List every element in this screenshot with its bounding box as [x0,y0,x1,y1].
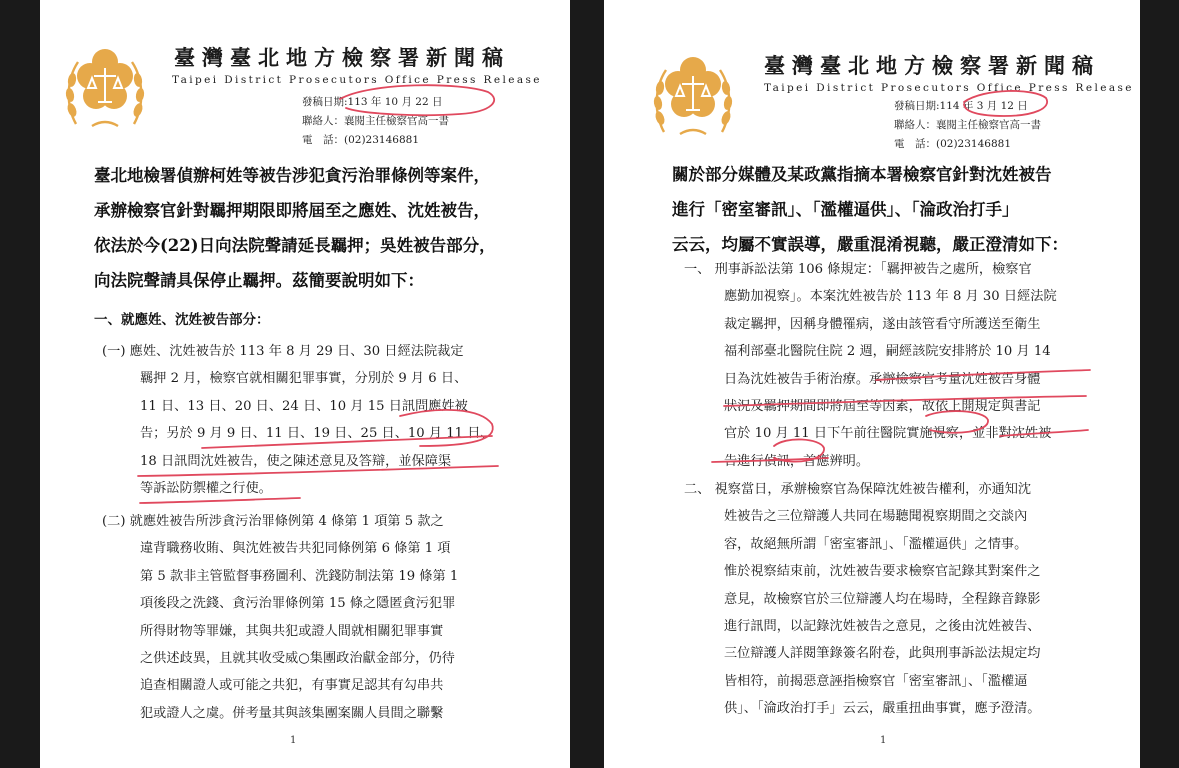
contact-person: 聯絡人：襄閱主任檢察官高一書 [894,119,1041,131]
contact-phone: 電 話：(02)23146881 [302,134,419,146]
text-line: 狀況及羈押期間即將屆至等因素，故依上開規定與書記 [724,399,1041,415]
press-release-page-right [604,0,1140,768]
text-line: 一、 刑事訴訟法第 106 條規定：「羈押被告之處所，檢察官 [684,262,1032,277]
text-line: 犯或證人之虞。併考量其與該集團案關人員間之聯繫 [140,705,444,721]
lead-line: 臺北地檢署偵辦柯姓等被告涉犯貪污治罪條例等案件， [94,166,490,185]
text-line: 所得財物等罪嫌，其與共犯或證人間就相關犯罪事實 [140,623,444,639]
lead-line: 承辦檢察官針對羈押期限即將屆至之應姓、沈姓被告， [94,201,490,220]
text-line: 三位辯護人詳閱筆錄簽名附卷，此與刑事訴訟法規定均 [724,646,1041,662]
lead-paragraph [94,158,504,298]
text-line: 姓被告之三位辯護人共同在場聽聞視察期間之交談內 [724,509,1028,525]
contact-phone: 電 話：(02)23146881 [894,138,1011,150]
text-line: 告；另於 9 月 9 日、11 日、19 日、25 日、10 月 11 日、 [140,426,494,442]
text-line: 官於 10 月 11 日下午前往醫院實施視察，並非對沈姓被 [724,426,1052,442]
lead-paragraph [672,157,1082,262]
release-date: 發稿日期:113 年 10 月 22 日 [302,96,443,108]
lead-line: 關於部分媒體及某政黨指摘本署檢察官針對沈姓被告 [672,165,1052,184]
page-number: 1 [290,735,297,746]
text-line: 追查相關證人或可能之共犯，有事實足認其有勾串共 [140,678,444,694]
prosecutors-seal-logo [652,48,734,142]
prosecutors-seal-logo [64,40,146,134]
text-line: 之供述歧異，且就其收受威○集團政治獻金部分，仍待 [140,651,455,667]
text-line: 意見，故檢察官於三位辯護人均在場時，全程錄音錄影 [724,591,1041,607]
text-line: 容，故絕無所謂「密室審訊」、「濫權逼供」之情事。 [724,536,1028,552]
text-line: 羈押 2 月，檢察官就相關犯罪事實，分別於 9 月 6 日、 [140,371,468,387]
header-title: 臺灣臺北地方檢察署新聞稿 [174,45,510,70]
text-line: (二) 就應姓被告所涉貪污治罪條例第 4 條第 1 項第 5 款之 [102,514,444,529]
text-line: 18 日訊問沈姓被告，使之陳述意見及答辯，並保障渠 [140,453,452,469]
lead-line: 進行「密室審訊」、「濫權逼供」、「淪政治打手」 [672,200,1019,219]
text-line: 11 日、13 日、20 日、24 日、10 月 15 日訊問應姓被 [140,398,468,414]
text-line: 裁定羈押，因稱身體罹病，遂由該管看守所護送至衛生 [724,316,1041,332]
text-line: 福利部臺北醫院住院 2 週，嗣經該院安排將於 10 月 14 [724,344,1051,360]
text-line: 告進行偵訊，首應辨明。 [724,453,870,469]
item-two [684,476,1041,723]
text-line: 應勤加視察」。本案沈姓被告於 113 年 8 月 30 日經法院 [724,289,1057,305]
text-line: 二、 視察當日，承辦檢察官為保障沈姓被告權利，亦通知沈 [684,482,1032,497]
text-line: 日為沈姓被告手術治療。承辦檢察官考量沈姓被告身體 [724,371,1041,387]
item-two [102,508,458,727]
text-line: 違背職務收賄、與沈姓被告共犯同條例第 6 條第 1 項 [140,541,451,557]
text-line: 進行訊問，以記錄沈姓被告之意見，之後由沈姓被告、 [724,619,1041,635]
text-line: (一) 應姓、沈姓被告於 113 年 8 月 29 日、30 日經法院裁定 [102,344,464,359]
release-date: 發稿日期:114 年 3 月 12 日 [894,100,1028,112]
lead-line: 依法於今(22)日向法院聲請延長羈押；吳姓被告部分， [94,236,496,255]
header-subtitle: Taipei District Prosecutors Office Press Release [764,82,1134,94]
text-line: 等訴訟防禦權之行使。 [140,481,272,497]
text-line: 項後段之洗錢、貪污治罪條例第 15 條之隱匿貪污犯罪 [140,596,456,612]
text-line: 第 5 款非主管監督事務圖利、洗錢防制法第 19 條第 1 [140,568,459,584]
item-one [684,256,1057,475]
lead-line: 云云，均屬不實誤導，嚴重混淆視聽，嚴正澄清如下： [672,235,1068,254]
lead-line: 向法院聲請具保停止羈押。茲簡要說明如下： [94,271,424,290]
header-subtitle: Taipei District Prosecutors Office Press Release [172,74,542,86]
text-line: 皆相符，前揭惡意誣指檢察官「密室審訊」、「濫權逼 [724,673,1028,689]
section-heading: 一、就應姓、沈姓被告部分： [94,312,270,328]
press-release-page-left [40,0,570,768]
text-line: 供」、「淪政治打手」云云，嚴重扭曲事實，應予澄清。 [724,701,1041,717]
contact-person: 聯絡人：襄閱主任檢察官高一書 [302,115,449,127]
text-line: 惟於視察結束前，沈姓被告要求檢察官記錄其對案件之 [724,564,1041,580]
item-one [102,338,494,502]
page-number: 1 [880,735,887,746]
header-title: 臺灣臺北地方檢察署新聞稿 [764,53,1100,78]
